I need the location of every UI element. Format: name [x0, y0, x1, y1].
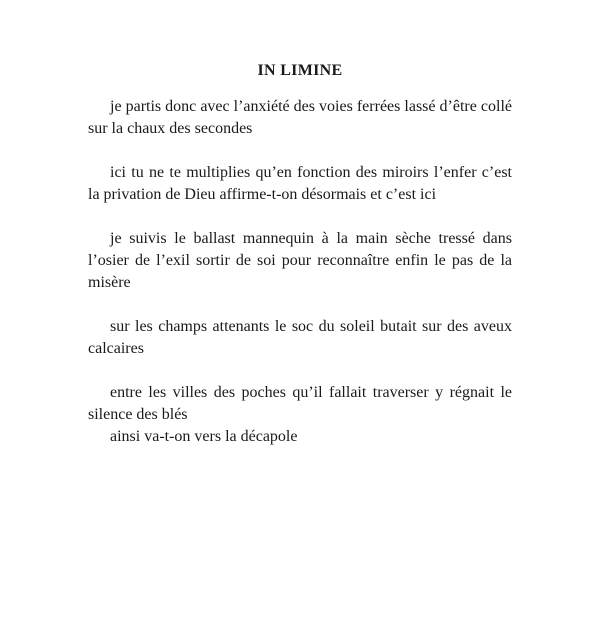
stanza-4: sur les champs attenants le soc du soleil butait sur des aveux calcaires [88, 318, 512, 357]
stanza-5 [88, 382, 512, 448]
stanza-1: je partis donc avec l’anxiété des voies ferrées lassé d’être collé sur la chaux des secondes [88, 98, 512, 137]
stanza-5-last-line: ainsi va-t-on vers la décapole [110, 428, 298, 445]
poem-body [88, 96, 512, 448]
poem-title: IN LIMINE [257, 62, 343, 79]
stanza-5-text: entre les villes des poches qu’il fallait traverser y régnait le silence des blés [88, 384, 512, 423]
stanza-3: je suivis le ballast mannequin à la main sèche tressé dans l’osier de l’exil sortir de soi pour reconnaître enfin le pas de la misère [88, 230, 512, 291]
stanza-2: ici tu ne te multiplies qu’en fonction des miroirs l’enfer c’est la privation de Dieu affirme-t-on désormais et c’est ici [88, 164, 512, 203]
